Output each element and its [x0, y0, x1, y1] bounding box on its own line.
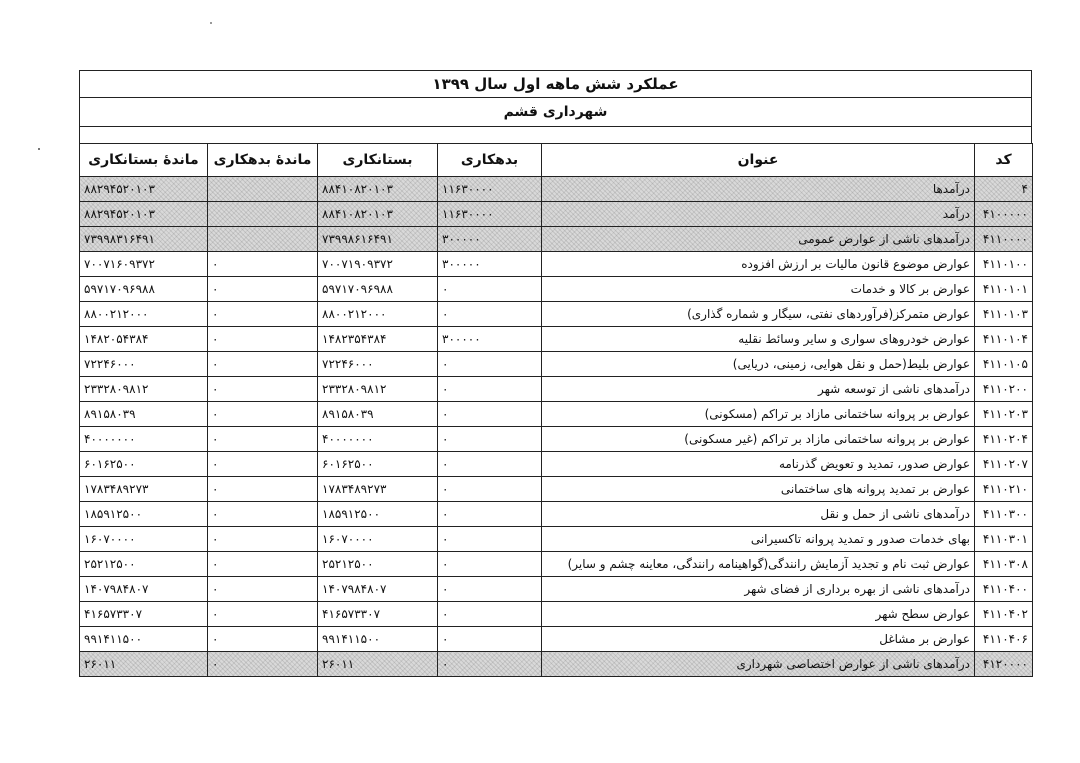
cell-credit: ۲۳۳۲۸۰۹۸۱۲	[318, 377, 438, 402]
cell-credit-balance: ۲۶۰۱۱	[80, 652, 208, 677]
cell-debit: ۰	[438, 627, 542, 652]
table-header-row	[80, 144, 1033, 177]
municipality-name: شهرداری قشم	[79, 97, 1032, 127]
table-row	[80, 527, 1033, 552]
table-row	[80, 227, 1033, 252]
cell-credit-balance: ۸۸۲۹۴۵۲۰۱۰۳	[80, 202, 208, 227]
cell-code: ۴۱۱۰۴۰۲	[975, 602, 1033, 627]
cell-debit: ۰	[438, 402, 542, 427]
cell-code: ۴۱۱۰۲۰۰	[975, 377, 1033, 402]
cell-debit-balance: ۰	[208, 502, 318, 527]
cell-debit: ۰	[438, 652, 542, 677]
cell-credit-balance: ۱۶۰۷۰۰۰۰	[80, 527, 208, 552]
cell-debit: ۰	[438, 452, 542, 477]
performance-table	[79, 143, 1033, 677]
table-row	[80, 302, 1033, 327]
col-header-title: عنوان	[542, 144, 975, 177]
table-row	[80, 452, 1033, 477]
cell-code: ۴۱۱۰۳۰۸	[975, 552, 1033, 577]
cell-code: ۴۱۱۰۴۰۶	[975, 627, 1033, 652]
cell-title: عوارض صدور، تمدید و تعویض گذرنامه	[542, 452, 975, 477]
cell-credit: ۷۲۲۴۶۰۰۰	[318, 352, 438, 377]
cell-title: عوارض سطح شهر	[542, 602, 975, 627]
cell-credit: ۹۹۱۴۱۱۵۰۰	[318, 627, 438, 652]
table-row	[80, 402, 1033, 427]
cell-title: درآمدهای ناشی از عوارض عمومی	[542, 227, 975, 252]
cell-debit: ۱۱۶۳۰۰۰۰	[438, 177, 542, 202]
cell-debit-balance: ۰	[208, 477, 318, 502]
cell-code: ۴۱۱۰۱۰۰	[975, 252, 1033, 277]
cell-debit: ۰	[438, 427, 542, 452]
cell-debit-balance: ۰	[208, 652, 318, 677]
cell-debit-balance	[208, 202, 318, 227]
table-row	[80, 277, 1033, 302]
table-row	[80, 252, 1033, 277]
col-header-code: کد	[975, 144, 1033, 177]
cell-debit-balance: ۰	[208, 427, 318, 452]
cell-debit-balance: ۰	[208, 552, 318, 577]
cell-code: ۴۱۱۰۰۰۰	[975, 227, 1033, 252]
cell-code: ۴۱۱۰۲۰۴	[975, 427, 1033, 452]
cell-credit: ۷۳۹۹۸۶۱۶۴۹۱	[318, 227, 438, 252]
cell-credit: ۱۸۵۹۱۲۵۰۰	[318, 502, 438, 527]
cell-debit-balance: ۰	[208, 252, 318, 277]
cell-debit: ۰	[438, 502, 542, 527]
cell-debit: ۱۱۶۳۰۰۰۰	[438, 202, 542, 227]
cell-title: درآمدهای ناشی از توسعه شهر	[542, 377, 975, 402]
cell-credit: ۷۰۰۷۱۹۰۹۳۷۲	[318, 252, 438, 277]
cell-credit: ۸۸۴۱۰۸۲۰۱۰۳	[318, 177, 438, 202]
scan-speck	[210, 22, 212, 24]
cell-credit-balance: ۲۵۲۱۲۵۰۰	[80, 552, 208, 577]
cell-debit-balance: ۰	[208, 527, 318, 552]
cell-code: ۴۱۱۰۱۰۱	[975, 277, 1033, 302]
cell-credit-balance: ۷۲۲۴۶۰۰۰	[80, 352, 208, 377]
col-header-debit-balance: ماندهٔ بدهکاری	[208, 144, 318, 177]
cell-credit: ۵۹۷۱۷۰۹۶۹۸۸	[318, 277, 438, 302]
table-row	[80, 202, 1033, 227]
cell-code: ۴۱۱۰۴۰۰	[975, 577, 1033, 602]
cell-title: درآمدهای ناشی از بهره برداری از فضای شهر	[542, 577, 975, 602]
col-header-credit: بستانکاری	[318, 144, 438, 177]
cell-credit: ۸۸۰۰۲۱۲۰۰۰	[318, 302, 438, 327]
cell-title: درآمد	[542, 202, 975, 227]
cell-credit: ۱۶۰۷۰۰۰۰	[318, 527, 438, 552]
cell-code: ۴۱۱۰۳۰۱	[975, 527, 1033, 552]
cell-debit: ۳۰۰۰۰۰	[438, 227, 542, 252]
table-row	[80, 177, 1033, 202]
cell-debit-balance: ۰	[208, 627, 318, 652]
cell-code: ۴۱۱۰۱۰۵	[975, 352, 1033, 377]
cell-debit: ۰	[438, 302, 542, 327]
cell-credit: ۲۶۰۱۱	[318, 652, 438, 677]
cell-title: عوارض بر مشاغل	[542, 627, 975, 652]
cell-credit: ۱۷۸۳۴۸۹۲۷۳	[318, 477, 438, 502]
cell-title: درآمدها	[542, 177, 975, 202]
col-header-debit: بدهکاری	[438, 144, 542, 177]
cell-debit: ۰	[438, 477, 542, 502]
cell-debit-balance: ۰	[208, 402, 318, 427]
cell-credit: ۶۰۱۶۲۵۰۰	[318, 452, 438, 477]
cell-credit-balance: ۴۰۰۰۰۰۰۰	[80, 427, 208, 452]
cell-credit: ۸۸۴۱۰۸۲۰۱۰۳	[318, 202, 438, 227]
cell-credit-balance: ۸۸۰۰۲۱۲۰۰۰	[80, 302, 208, 327]
cell-title: عوارض بر پروانه ساختمانی مازاد بر تراکم (غیر مسکونی)	[542, 427, 975, 452]
report-sheet	[79, 70, 1032, 677]
cell-debit-balance	[208, 227, 318, 252]
cell-credit-balance: ۱۷۸۳۴۸۹۲۷۳	[80, 477, 208, 502]
cell-title: درآمدهای ناشی از حمل و نقل	[542, 502, 975, 527]
cell-debit: ۳۰۰۰۰۰	[438, 327, 542, 352]
cell-code: ۴۱۱۰۳۰۰	[975, 502, 1033, 527]
cell-code: ۴۱۱۰۲۰۷	[975, 452, 1033, 477]
cell-code: ۴	[975, 177, 1033, 202]
cell-credit: ۱۴۸۲۳۵۴۳۸۴	[318, 327, 438, 352]
scan-speck	[38, 148, 40, 150]
cell-credit-balance: ۷۰۰۷۱۶۰۹۳۷۲	[80, 252, 208, 277]
cell-credit: ۲۵۲۱۲۵۰۰	[318, 552, 438, 577]
cell-credit-balance: ۸۹۱۵۸۰۳۹	[80, 402, 208, 427]
cell-debit-balance: ۰	[208, 327, 318, 352]
cell-credit-balance: ۹۹۱۴۱۱۵۰۰	[80, 627, 208, 652]
table-row	[80, 602, 1033, 627]
cell-title: عوارض موضوع قانون مالیات بر ارزش افزوده	[542, 252, 975, 277]
cell-code: ۴۱۱۰۱۰۴	[975, 327, 1033, 352]
cell-debit-balance	[208, 177, 318, 202]
cell-credit: ۸۹۱۵۸۰۳۹	[318, 402, 438, 427]
cell-credit: ۴۰۰۰۰۰۰۰	[318, 427, 438, 452]
cell-title: درآمدهای ناشی از عوارض اختصاصی شهرداری	[542, 652, 975, 677]
cell-credit-balance: ۸۸۲۹۴۵۲۰۱۰۳	[80, 177, 208, 202]
cell-code: ۴۱۰۰۰۰۰	[975, 202, 1033, 227]
spacer	[79, 127, 1032, 143]
cell-credit-balance: ۱۴۰۷۹۸۴۸۰۷	[80, 577, 208, 602]
cell-code: ۴۱۲۰۰۰۰	[975, 652, 1033, 677]
cell-title: عوارض بر پروانه ساختمانی مازاد بر تراکم (مسکونی)	[542, 402, 975, 427]
cell-debit: ۰	[438, 577, 542, 602]
col-header-credit-balance: ماندهٔ بستانکاری	[80, 144, 208, 177]
table-row	[80, 377, 1033, 402]
table-row	[80, 352, 1033, 377]
table-row	[80, 627, 1033, 652]
cell-debit-balance: ۰	[208, 302, 318, 327]
cell-code: ۴۱۱۰۲۱۰	[975, 477, 1033, 502]
cell-title: عوارض بر تمدید پروانه های ساختمانی	[542, 477, 975, 502]
cell-debit-balance: ۰	[208, 577, 318, 602]
cell-debit-balance: ۰	[208, 277, 318, 302]
cell-debit-balance: ۰	[208, 377, 318, 402]
cell-credit-balance: ۱۴۸۲۰۵۴۳۸۴	[80, 327, 208, 352]
cell-debit-balance: ۰	[208, 452, 318, 477]
cell-credit: ۴۱۶۵۷۳۳۰۷	[318, 602, 438, 627]
cell-credit-balance: ۶۰۱۶۲۵۰۰	[80, 452, 208, 477]
cell-title: بهای خدمات صدور و تمدید پروانه تاکسیرانی	[542, 527, 975, 552]
cell-credit-balance: ۴۱۶۵۷۳۳۰۷	[80, 602, 208, 627]
cell-debit: ۰	[438, 552, 542, 577]
table-row	[80, 552, 1033, 577]
cell-debit-balance: ۰	[208, 352, 318, 377]
table-row	[80, 502, 1033, 527]
cell-debit: ۰	[438, 277, 542, 302]
table-row	[80, 652, 1033, 677]
cell-credit-balance: ۱۸۵۹۱۲۵۰۰	[80, 502, 208, 527]
cell-debit: ۰	[438, 602, 542, 627]
cell-credit-balance: ۲۳۳۲۸۰۹۸۱۲	[80, 377, 208, 402]
cell-title: عوارض متمرکز(فرآوردهای نفتی، سیگار و شماره گذاری)	[542, 302, 975, 327]
table-row	[80, 327, 1033, 352]
table-row	[80, 577, 1033, 602]
cell-title: عوارض خودروهای سواری و سایر وسائط نقلیه	[542, 327, 975, 352]
cell-credit-balance: ۷۳۹۹۸۳۱۶۴۹۱	[80, 227, 208, 252]
cell-credit-balance: ۵۹۷۱۷۰۹۶۹۸۸	[80, 277, 208, 302]
cell-code: ۴۱۱۰۱۰۳	[975, 302, 1033, 327]
cell-debit: ۰	[438, 352, 542, 377]
cell-title: عوارض ثبت نام و تجدید آزمایش رانندگی(گواهینامه رانندگی، معاینه چشم و سایر)	[542, 552, 975, 577]
cell-title: عوارض بلیط(حمل و نقل هوایی، زمینی، دریایی)	[542, 352, 975, 377]
cell-debit: ۳۰۰۰۰۰	[438, 252, 542, 277]
table-row	[80, 477, 1033, 502]
cell-debit: ۰	[438, 377, 542, 402]
cell-debit-balance: ۰	[208, 602, 318, 627]
table-row	[80, 427, 1033, 452]
cell-credit: ۱۴۰۷۹۸۴۸۰۷	[318, 577, 438, 602]
cell-code: ۴۱۱۰۲۰۳	[975, 402, 1033, 427]
report-title: عملکرد شش ماهه اول سال ۱۳۹۹	[79, 70, 1032, 97]
cell-debit: ۰	[438, 527, 542, 552]
cell-title: عوارض بر کالا و خدمات	[542, 277, 975, 302]
